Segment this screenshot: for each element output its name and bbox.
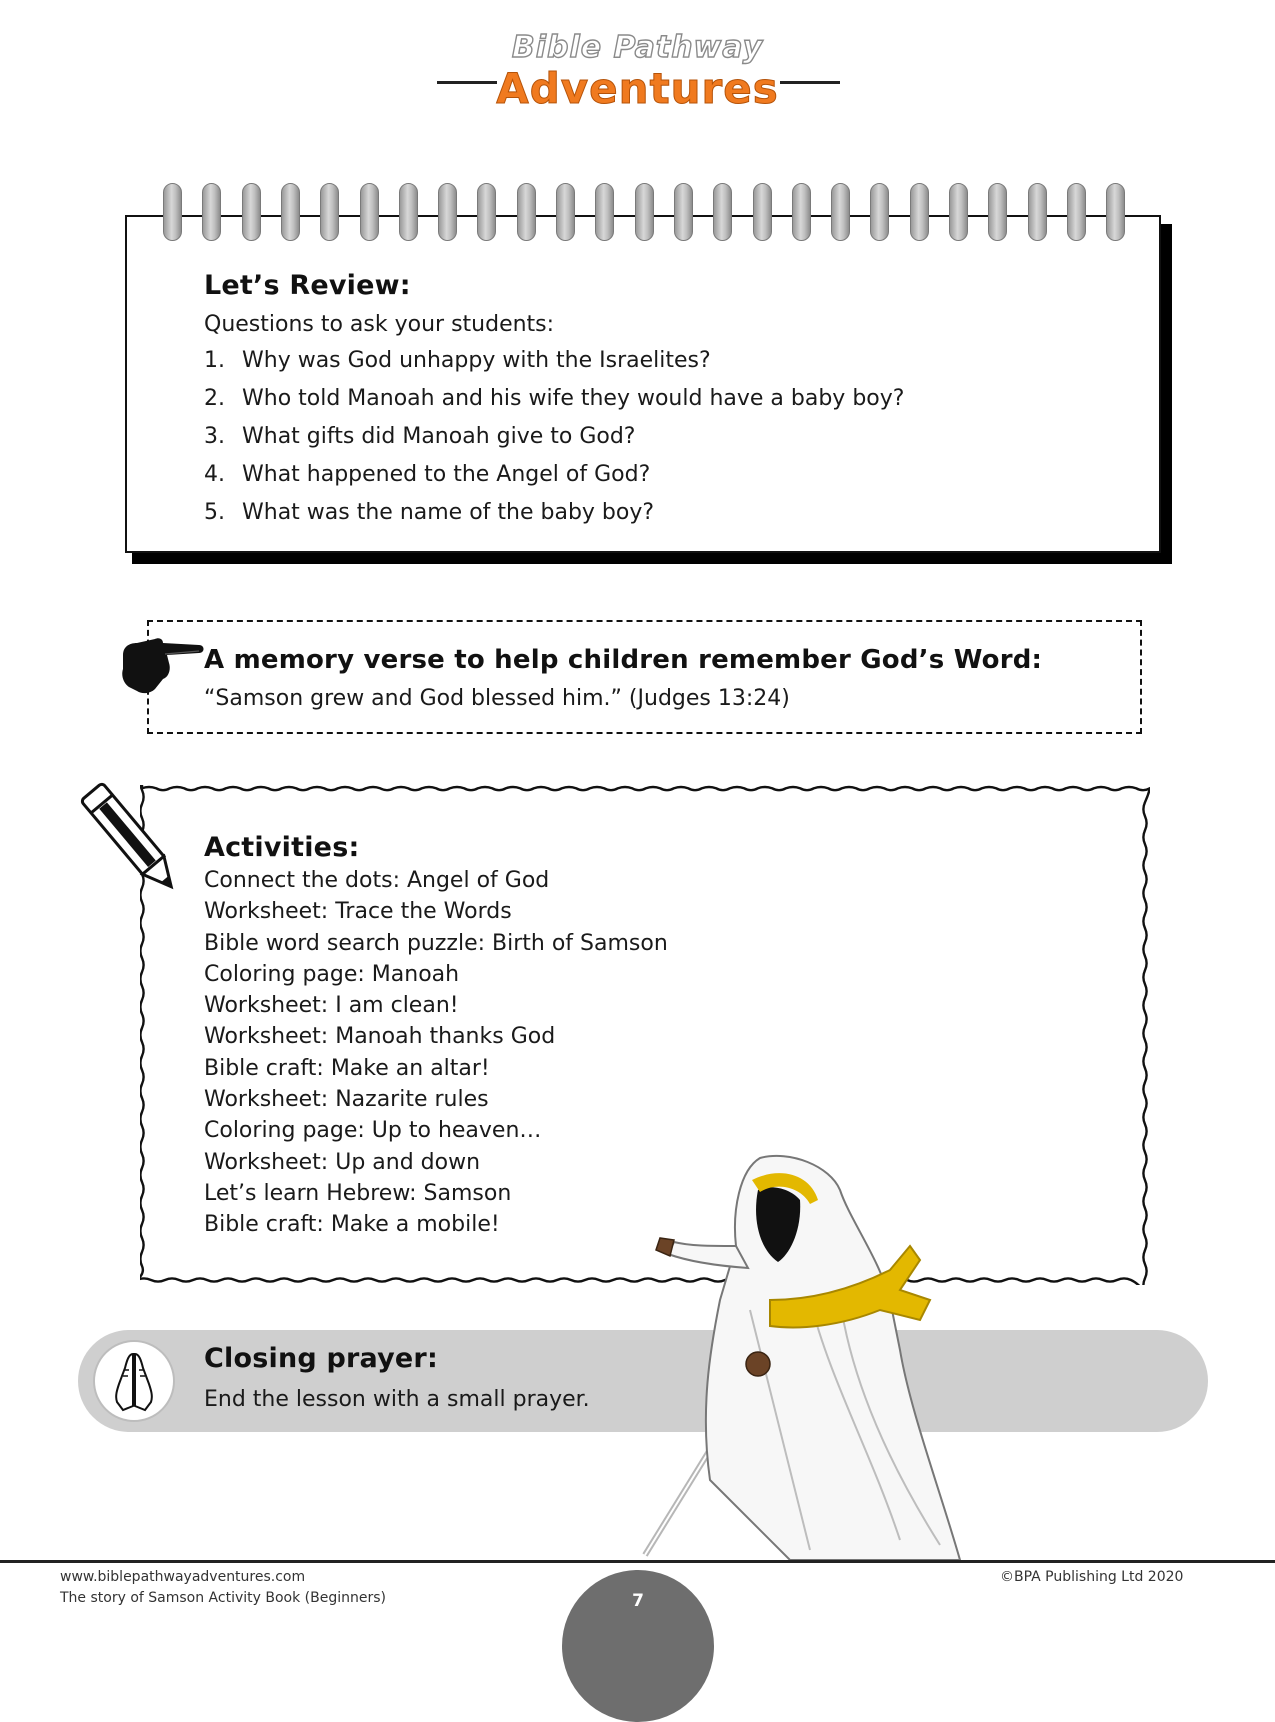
activity-item: Connect the dots: Angel of God bbox=[204, 868, 550, 893]
notebook-ring bbox=[242, 183, 261, 241]
notebook-ring bbox=[202, 183, 221, 241]
notebook-ring bbox=[792, 183, 811, 241]
review-question: 3. What gifts did Manoah give to God? bbox=[204, 424, 636, 449]
notebook-ring bbox=[438, 183, 457, 241]
review-heading: Let’s Review: bbox=[204, 270, 411, 301]
activity-item: Worksheet: Trace the Words bbox=[204, 899, 512, 925]
notebook-ring bbox=[1106, 183, 1125, 241]
prayer-heading: Closing prayer: bbox=[204, 1343, 438, 1374]
notebook-ring bbox=[831, 183, 850, 241]
footer-website: www.biblepathwayadventures.com bbox=[60, 1569, 306, 1585]
notebook-ring bbox=[360, 183, 379, 241]
footer-copyright: ©BPA Publishing Ltd 2020 bbox=[1000, 1569, 1184, 1585]
activity-item: Coloring page: Up to heaven… bbox=[204, 1118, 542, 1144]
notebook-ring bbox=[163, 183, 182, 241]
praying-hands-icon bbox=[103, 1348, 165, 1414]
notebook-ring bbox=[281, 183, 300, 241]
logo-main-text: Adventures bbox=[496, 64, 779, 113]
notebook-ring bbox=[1067, 183, 1086, 241]
review-intro: Questions to ask your students: bbox=[204, 312, 555, 337]
notebook-ring bbox=[910, 183, 929, 241]
review-question-list bbox=[204, 342, 904, 532]
notebook-ring bbox=[595, 183, 614, 241]
logo-top-text: Bible Pathway bbox=[511, 30, 764, 65]
notebook-ring bbox=[949, 183, 968, 241]
activity-item: Worksheet: I am clean! bbox=[204, 993, 459, 1019]
notebook-ring bbox=[988, 183, 1007, 241]
pointing-hand-icon bbox=[115, 633, 205, 695]
angel-illustration bbox=[640, 1150, 1000, 1560]
memory-verse-heading: A memory verse to help children remember God’s Word: bbox=[204, 645, 1043, 675]
review-question: 5. What was the name of the baby boy? bbox=[204, 500, 655, 525]
notebook-ring bbox=[753, 183, 772, 241]
activity-item: Let’s learn Hebrew: Samson bbox=[204, 1180, 512, 1206]
activity-item: Bible word search puzzle: Birth of Samson bbox=[204, 930, 668, 956]
activity-item: Worksheet: Up and down bbox=[204, 1149, 481, 1175]
page-number: 7 bbox=[632, 1591, 644, 1611]
activity-item: Bible craft: Make an altar! bbox=[204, 1055, 490, 1081]
notebook-ring bbox=[1028, 183, 1047, 241]
footer-rule bbox=[0, 1560, 1275, 1563]
activities-list bbox=[204, 865, 668, 1241]
activity-item: Worksheet: Nazarite rules bbox=[204, 1087, 489, 1113]
notebook-ring bbox=[399, 183, 418, 241]
notebook-ring bbox=[556, 183, 575, 241]
activity-item: Worksheet: Manoah thanks God bbox=[204, 1024, 556, 1050]
review-question: 2. Who told Manoah and his wife they would have a baby boy? bbox=[204, 386, 905, 411]
activity-item: Bible craft: Make a mobile! bbox=[204, 1212, 500, 1238]
footer-book-title: The story of Samson Activity Book (Beginners) bbox=[60, 1590, 386, 1606]
activities-heading: Activities: bbox=[204, 832, 360, 863]
review-question: 1. Why was God unhappy with the Israelites? bbox=[204, 348, 711, 373]
activity-item: Coloring page: Manoah bbox=[204, 961, 460, 987]
notebook-ring bbox=[517, 183, 536, 241]
notebook-ring bbox=[320, 183, 339, 241]
notebook-ring bbox=[635, 183, 654, 241]
notebook-ring bbox=[870, 183, 889, 241]
review-question: 4. What happened to the Angel of God? bbox=[204, 462, 651, 487]
notebook-ring bbox=[713, 183, 732, 241]
notebook-ring bbox=[477, 183, 496, 241]
notebook-ring bbox=[674, 183, 693, 241]
prayer-text: End the lesson with a small prayer. bbox=[204, 1387, 590, 1412]
memory-verse-text: “Samson grew and God blessed him.” (Judges 13:24) bbox=[204, 686, 790, 711]
pencil-icon bbox=[72, 775, 192, 905]
memory-verse-box bbox=[147, 620, 1142, 734]
